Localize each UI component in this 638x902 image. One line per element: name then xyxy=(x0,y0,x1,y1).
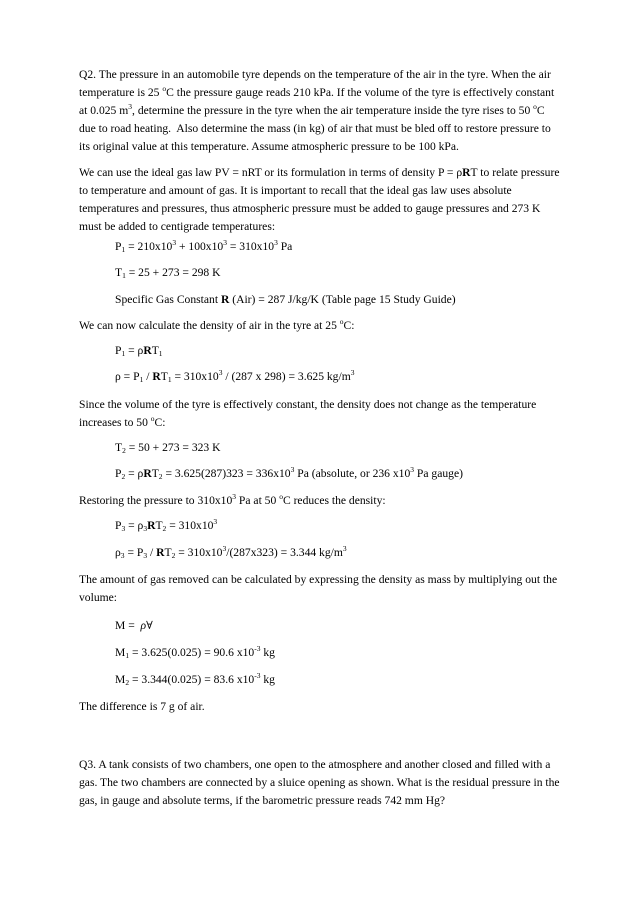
equation-p2: $P_2 = \rho RT_2 = 3.625(287)323 = 336x10^3$ Pa (absolute, or 236 $x10^3$ Pa gauge) xyxy=(115,465,463,481)
equation-m1: $M_1 = 3.625(0.025) = 90.6$ $x10^{-3}$ kg xyxy=(115,644,275,660)
mass-intro-paragraph: The amount of gas removed can be calculated by expressing the density as mass by multiplying out the volume: xyxy=(79,573,558,604)
equation-rho3: $\rho_3 = P_3 / RT_2 = 310x10^3/(287x323) = 3.344$ $kg/m^3$ xyxy=(115,544,347,560)
equation-p3: $P_3 = \rho_3RT_2 = 310x10^3$ xyxy=(115,517,218,533)
gas-constant-line: Specific Gas Constant R (Air) = 287 J/kg/K (Table page 15 Study Guide) xyxy=(115,293,456,306)
equation-rho: $\rho = P_1 / RT_1 = 310x10^3 / (287$ x 298) = 3.625 $kg/m^3$ xyxy=(115,368,355,384)
equation-t1: $T_1 = 25 + 273 = 298$ K xyxy=(115,266,221,280)
equation-t2: $T_2 = 50 + 273 = 323$ K xyxy=(115,441,221,455)
ideal-gas-paragraph: We can use the ideal gas law PV = nRT or its formulation in terms of density P = ρRT to relate pressure to temperature and amount of gas. It is important to recall that the ideal gas law uses absolute temperatures and pressures, thus atmospheric pressure must be added to gauge pressures and 273 K must be added to centigrade temperatures: xyxy=(79,166,560,233)
equation-mass: M = ρ∀ xyxy=(115,619,153,632)
question-3-paragraph: Q3. A tank consists of two chambers, one open to the atmosphere and another closed and filled with a gas. The two chambers are connected by a sluice opening as shown. What is the residual pressure in the gas, in gauge and absolute terms, if the barometric pressure reads 742 mm Hg? xyxy=(79,758,560,807)
difference-line: The difference is 7 g of air. xyxy=(79,700,205,713)
equation-m2: $M_2 = 3.344(0.025) = 83.6$ $x10^{-3}$ kg xyxy=(115,671,275,687)
restoring-paragraph: Restoring the pressure to $310x10^3$ Pa at 50 $^o$C reduces the density: xyxy=(79,492,386,507)
equation-p1: $P_1 = 210x10^3 + 100x10^3 = 310x10^3$ Pa xyxy=(115,238,293,254)
question-2-paragraph: Q2. The pressure in an automobile tyre depends on the temperature of the air in the tyre. When the air temperature is 25 $^o$C the pressure gauge reads 210 kPa. If the volume of the tyre is effectively constant at 0.025 $m^3$, determine the pressure in the tyre when the air temperature inside the tyre rises to 50 $^o$C due to road heating. Also determine the mass (in kg) of air that must be bled off to restore pressure to its original value at this temperature. Assume atmospheric pressure to be 100 kPa. xyxy=(79,68,555,153)
equation-p1-rho: $P_1 = \rho RT_1$ xyxy=(115,344,163,358)
constant-volume-paragraph: Since the volume of the tyre is effectively constant, the density does not change as the temperature increases to 50 $^o$C: xyxy=(79,398,537,429)
density-intro-paragraph: We can now calculate the density of air in the tyre at 25 $^o$C: xyxy=(79,317,355,332)
